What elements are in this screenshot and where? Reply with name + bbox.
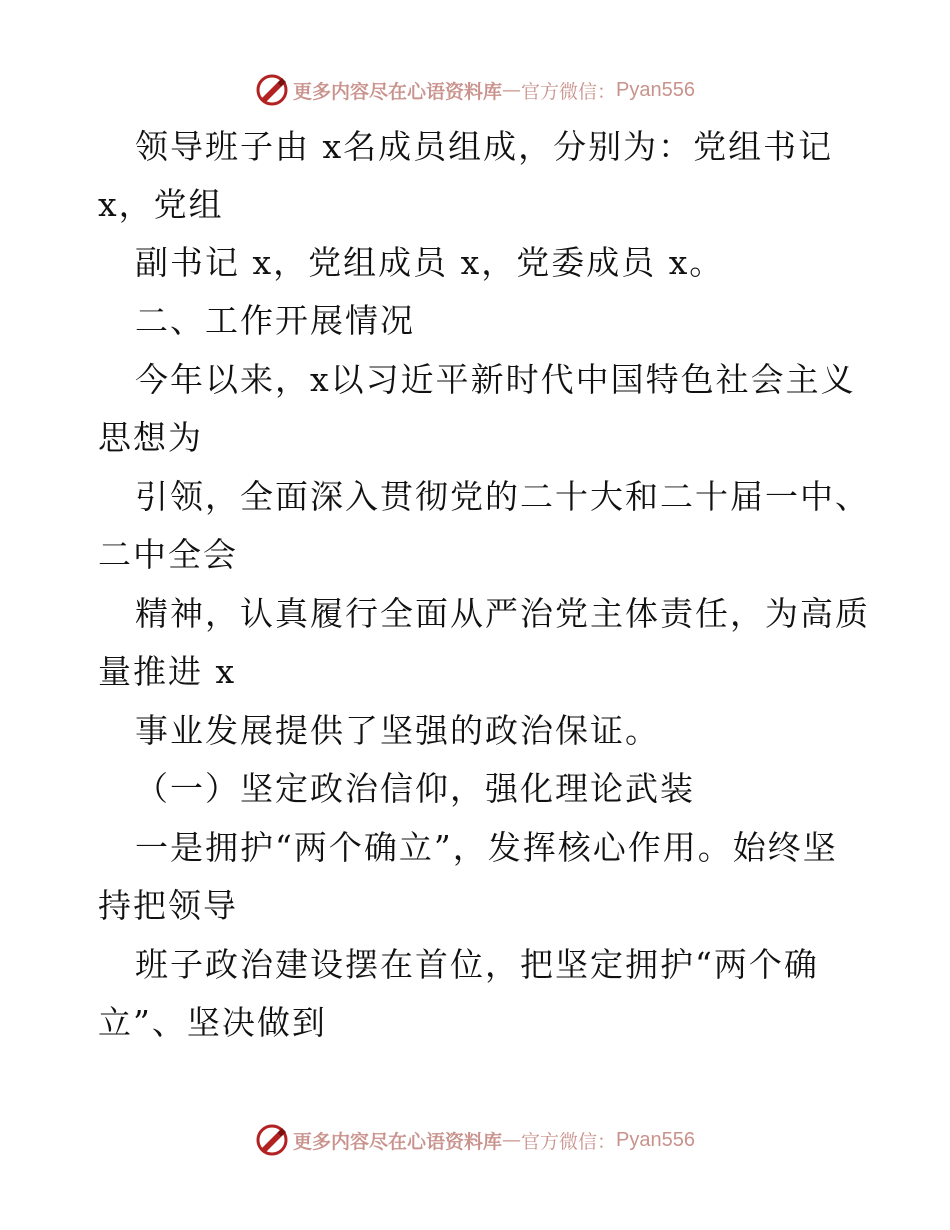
body-line: 领导班子由 x名成员组成，分别为：党组书记 [135,127,834,166]
body-line: 班子政治建设摆在首位，把坚定拥护“两个确 [135,945,819,984]
pen-logo-icon [255,1123,289,1157]
body-line: 二中全会 [98,535,238,574]
body-line: 事业发展提供了坚强的政治保证。 [135,711,660,750]
body-line: 今年以来，x以习近平新时代中国特色社会主义 [135,360,856,399]
watermark-separator: — [502,1129,522,1151]
body-line: 持把领导 [98,886,238,925]
body-line: 精神，认真履行全面从严治党主体责任，为高质 [135,594,870,633]
watermark-wechat-id: Pyan556 [616,78,695,101]
watermark-site-text: 更多内容尽在心语资料库 [293,80,503,103]
watermark-wechat-label: 官方微信： [521,1130,617,1153]
header-watermark [0,70,950,110]
subsection-heading: （一）坚定政治信仰，强化理论武装 [135,769,695,808]
footer-watermark [0,1120,950,1160]
body-line: 一是拥护“两个确立”，发挥核心作用。始终坚 [135,828,838,867]
watermark-wechat-id: Pyan556 [616,1128,695,1151]
pen-logo-icon [255,73,289,107]
body-line: 量推进 x [98,652,237,691]
watermark-site-text: 更多内容尽在心语资料库 [293,1130,503,1153]
body-line: 立”、坚决做到 [98,1003,327,1042]
body-line: 副书记 x，党组成员 x，党委成员 x。 [135,243,725,282]
section-heading: 二、工作开展情况 [135,301,415,340]
body-line: x，党组 [98,185,224,224]
body-line: 思想为 [98,418,203,457]
body-line: 引领，全面深入贯彻党的二十大和二十届一中、 [135,477,870,516]
watermark-separator: — [502,79,522,101]
watermark-wechat-label: 官方微信： [521,80,617,103]
